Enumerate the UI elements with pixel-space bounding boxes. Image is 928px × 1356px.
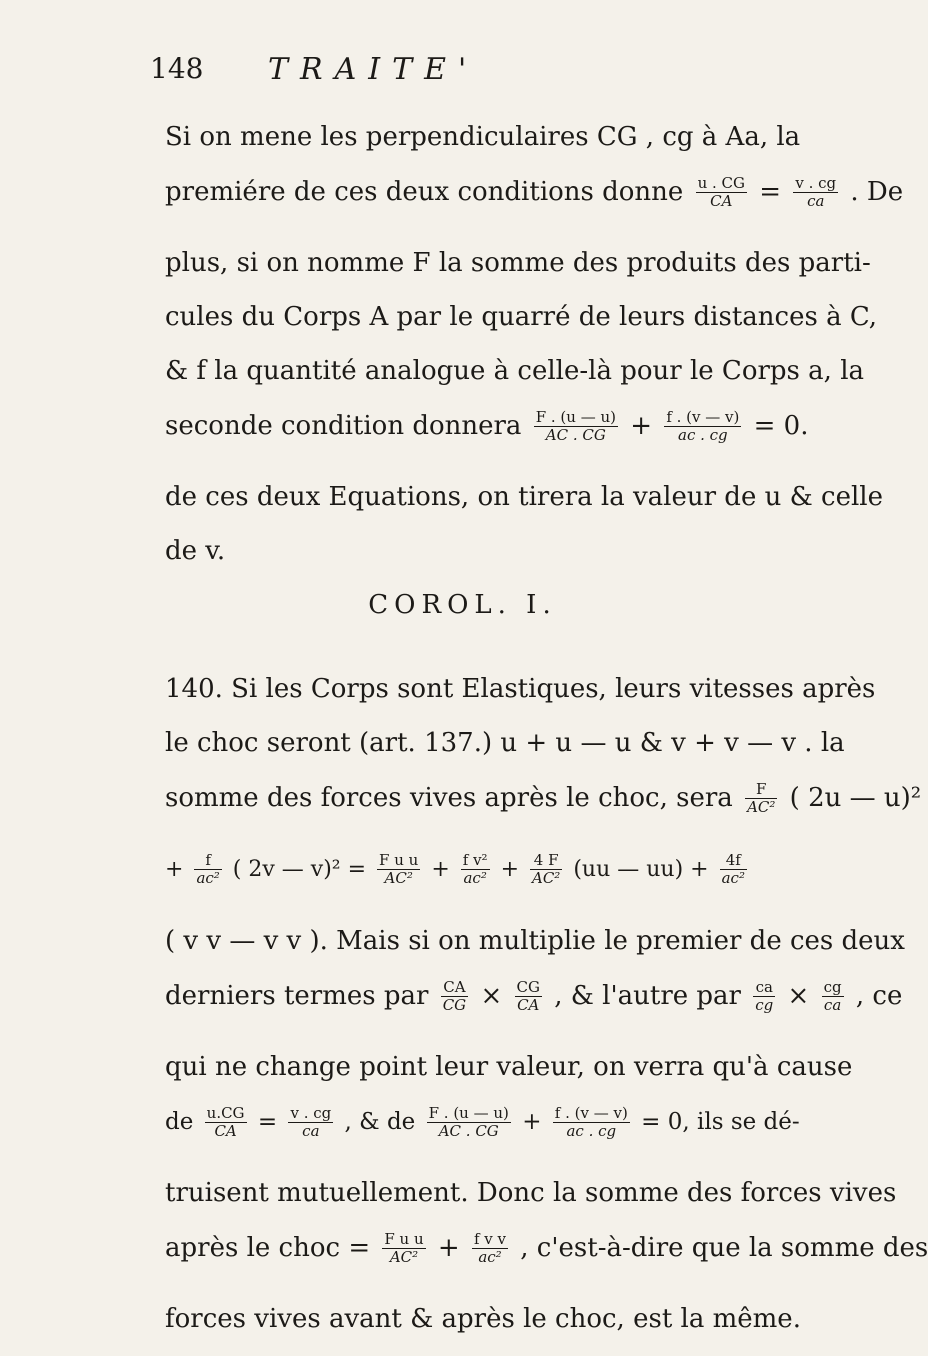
equals-sign: =: [759, 177, 782, 207]
text-span: de v.: [165, 536, 226, 566]
text-span: seconde condition donnera: [165, 411, 522, 441]
denominator: AC²: [532, 869, 561, 887]
page-number: 148: [150, 52, 204, 85]
text-span: ( 2u — u)²: [789, 783, 922, 813]
denominator: CA: [517, 995, 540, 1014]
text-span: derniers termes par: [165, 981, 429, 1011]
plus-sign: +: [437, 1233, 460, 1263]
text-line: [165, 120, 801, 174]
fraction: [696, 175, 747, 210]
numerator: cg: [823, 977, 842, 996]
plus-sign: +: [630, 411, 653, 441]
denominator: CA: [214, 1121, 237, 1140]
denominator: CG: [442, 995, 467, 1014]
text-line: [165, 534, 760, 588]
running-title: TRAITE': [268, 52, 479, 87]
plus-sign: +: [431, 856, 450, 882]
text-line: [165, 354, 865, 408]
numerator: f v²: [462, 851, 488, 869]
text-span: de: [165, 1109, 194, 1135]
numerator: CG: [516, 977, 540, 996]
text-span: . De: [850, 177, 904, 207]
denominator: AC . CG: [545, 425, 606, 444]
equals-sign: =: [257, 1109, 278, 1135]
text-span: premiére de ces deux conditions donne: [165, 177, 684, 207]
text-line: [165, 1302, 801, 1356]
times-sign: ×: [787, 981, 810, 1011]
numerator: u . CG: [697, 173, 746, 192]
numerator: F . (u — u): [535, 407, 616, 426]
fraction: [553, 1105, 630, 1140]
text-line: [165, 726, 845, 780]
text-span: (uu — uu) +: [573, 856, 709, 882]
text-span: Si on mene les perpendiculaires CG , cg à Aa, la: [165, 122, 801, 152]
numerator: CA: [443, 977, 466, 996]
fraction: [664, 409, 741, 444]
text-span: ( v v — v v ). Mais si on multiplie le premier de ces deux: [165, 926, 905, 956]
fraction: [793, 175, 838, 210]
denominator: CA: [710, 191, 733, 210]
plus-sign: +: [500, 856, 519, 882]
numerator: f . (v — v): [554, 1103, 628, 1122]
numerator: F u u: [379, 851, 419, 869]
fraction: [288, 1105, 333, 1140]
text-line: [165, 407, 809, 480]
numerator: F: [756, 779, 767, 798]
text-line: [165, 852, 760, 924]
fraction: [461, 852, 490, 887]
denominator: ac²: [196, 869, 220, 887]
text-span: = 0, ils se dé-: [641, 1109, 800, 1135]
fraction: [194, 852, 221, 887]
text-span: cules du Corps A par le quarré de leurs distances à C,: [165, 302, 878, 332]
fraction: [534, 409, 618, 444]
text-span: , & l'autre par: [554, 981, 741, 1011]
spacer: [165, 642, 760, 672]
text-span: & f la quantité analogue à celle-là pour le Corps a, la: [165, 356, 865, 386]
text-line: [165, 1050, 853, 1104]
numerator: u.CG: [206, 1103, 245, 1122]
text-span: ( 2v — v)² =: [232, 856, 367, 882]
text-span: , ce: [855, 981, 903, 1011]
text-line: [165, 1103, 800, 1176]
text-line: [165, 173, 904, 246]
heading-text: COROL. I.: [368, 590, 557, 620]
fraction: [377, 852, 420, 887]
text-span: après le choc =: [165, 1233, 371, 1263]
numerator: ca: [755, 977, 773, 996]
denominator: ca: [302, 1121, 320, 1140]
text-line: [165, 977, 903, 1050]
plus-sign: +: [165, 856, 184, 882]
text-line: [165, 1229, 928, 1302]
fraction: [382, 1231, 425, 1266]
text-line: [165, 300, 878, 354]
text-span: = 0.: [753, 411, 809, 441]
text-line: [165, 480, 883, 534]
numerator: 4f: [725, 851, 741, 869]
plus-sign: +: [522, 1109, 542, 1135]
denominator: AC²: [747, 797, 776, 816]
denominator: AC²: [384, 869, 413, 887]
numerator: v . cg: [290, 1103, 332, 1122]
text-span: forces vives avant & après le choc, est la même.: [165, 1304, 801, 1334]
fraction: [822, 979, 844, 1014]
times-sign: ×: [480, 981, 503, 1011]
denominator: AC . CG: [438, 1121, 499, 1140]
fraction: [205, 1105, 247, 1140]
denominator: ac²: [478, 1247, 502, 1266]
page-header: [150, 52, 670, 102]
text-line: [165, 1176, 897, 1230]
text-line: [165, 779, 922, 852]
fraction: [720, 852, 747, 887]
fraction: [515, 979, 542, 1014]
numerator: f: [205, 851, 211, 869]
fraction: [745, 781, 777, 816]
text-span: de ces deux Equations, on tirera la valeur de u & celle: [165, 482, 883, 512]
text-span: , & de: [344, 1109, 416, 1135]
fraction: [441, 979, 468, 1014]
numerator: F . (u — u): [428, 1103, 509, 1122]
numerator: v . cg: [795, 173, 837, 192]
denominator: cg: [755, 995, 774, 1014]
denominator: ac²: [463, 869, 487, 887]
text-span: 140. Si les Corps sont Elastiques, leurs vitesses après: [165, 674, 876, 704]
denominator: AC²: [389, 1247, 419, 1266]
numerator: F u u: [384, 1229, 424, 1248]
text-span: truisent mutuellement. Donc la somme des forces vives: [165, 1178, 897, 1208]
text-span: , c'est-à-dire que la somme des: [520, 1233, 928, 1263]
numerator: f . (v — v): [666, 407, 740, 426]
denominator: ca: [823, 995, 842, 1014]
fraction: [472, 1231, 508, 1266]
text-span: le choc seront (art. 137.) u + u — u & v + v — v . la: [165, 728, 845, 758]
text-line: [165, 924, 905, 978]
fraction: [753, 979, 775, 1014]
fraction: [427, 1105, 511, 1140]
denominator: ac . cg: [566, 1121, 617, 1140]
fraction: [530, 852, 562, 887]
numerator: 4 F: [533, 851, 559, 869]
text-span: plus, si on nomme F la somme des produits des parti-: [165, 248, 871, 278]
section-heading: [165, 588, 760, 642]
numerator: f v v: [473, 1229, 507, 1248]
text-line: [165, 246, 871, 300]
text-span: somme des forces vives après le choc, sera: [165, 783, 733, 813]
denominator: ac²: [721, 869, 745, 887]
denominator: ac . cg: [678, 425, 728, 444]
text-line: [165, 672, 876, 726]
text-span: qui ne change point leur valeur, on verra qu'à cause: [165, 1052, 853, 1082]
denominator: ca: [807, 191, 825, 210]
page-body: [165, 120, 928, 1356]
